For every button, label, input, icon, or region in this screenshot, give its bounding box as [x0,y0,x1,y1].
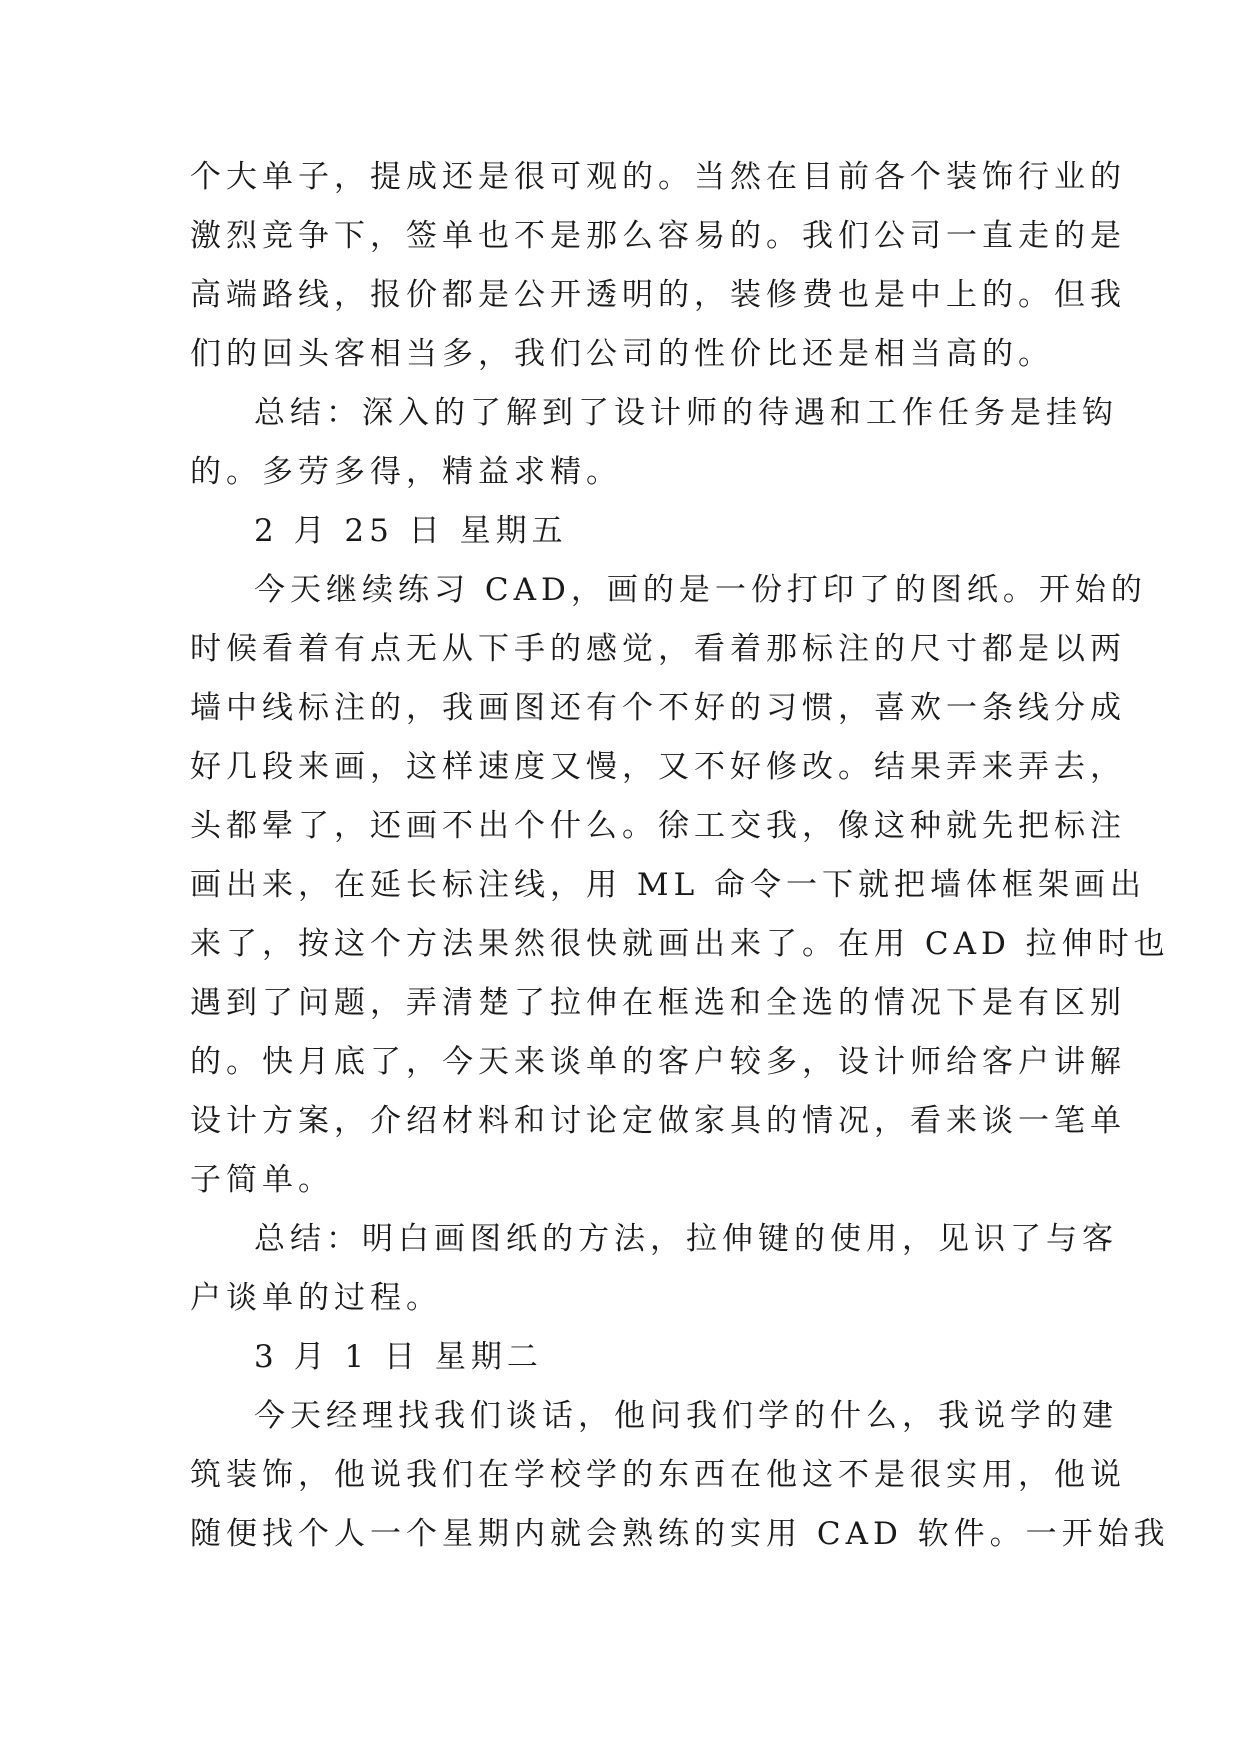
summary-line: 总结：深入的了解到了设计师的待遇和工作任务是挂钩 [254,395,1118,431]
summary-line: 总结：明白画图纸的方法，拉伸键的使用，见识了与客 [254,1221,1118,1257]
text-line: 个大单子，提成还是很可观的。当然在目前各个装饰行业的 [190,159,1126,195]
text-line: 们的回头客相当多，我们公司的性价比还是相当高的。 [190,336,1054,372]
date-heading: 3 月 1 日 星期二 [254,1339,543,1375]
text-line: 高端路线，报价都是公开透明的，装修费也是中上的。但我 [190,277,1126,313]
paragraph-start-line: 今天经理找我们谈话，他问我们学的什么，我说学的建 [254,1398,1118,1434]
text-line: 户谈单的过程。 [190,1280,442,1316]
text-line: 的。快月底了，今天来谈单的客户较多，设计师给客户讲解 [190,1044,1126,1080]
text-line: 来了，按这个方法果然很快就画出来了。在用 CAD 拉伸时也 [190,926,1170,962]
text-line: 设计方案，介绍材料和讨论定做家具的情况，看来谈一笔单 [190,1103,1126,1139]
text-line: 头都晕了，还画不出个什么。徐工交我，像这种就先把标注 [190,808,1126,844]
text-line: 墙中线标注的，我画图还有个不好的习惯，喜欢一条线分成 [190,690,1126,726]
paragraph-start-line: 今天继续练习 CAD，画的是一份打印了的图纸。开始的 [254,572,1147,608]
text-line: 遇到了问题，弄清楚了拉伸在框选和全选的情况下是有区别 [190,985,1126,1021]
date-heading: 2 月 25 日 星期五 [254,513,568,549]
text-line: 的。多劳多得，精益求精。 [190,454,622,490]
text-line: 子简单。 [190,1162,334,1198]
text-line: 时候看着有点无从下手的感觉，看着那标注的尺寸都是以两 [190,631,1126,667]
document-body [190,148,1170,1564]
text-line: 随便找个人一个星期内就会熟练的实用 CAD 软件。一开始我 [190,1516,1170,1552]
text-line: 画出来，在延长标注线，用 ML 命令一下就把墙体框架画出 [190,867,1147,903]
text-line: 好几段来画，这样速度又慢，又不好修改。结果弄来弄去， [190,749,1126,785]
text-line: 筑装饰，他说我们在学校学的东西在他这不是很实用，他说 [190,1457,1126,1493]
text-line: 激烈竞争下，签单也不是那么容易的。我们公司一直走的是 [190,218,1126,254]
